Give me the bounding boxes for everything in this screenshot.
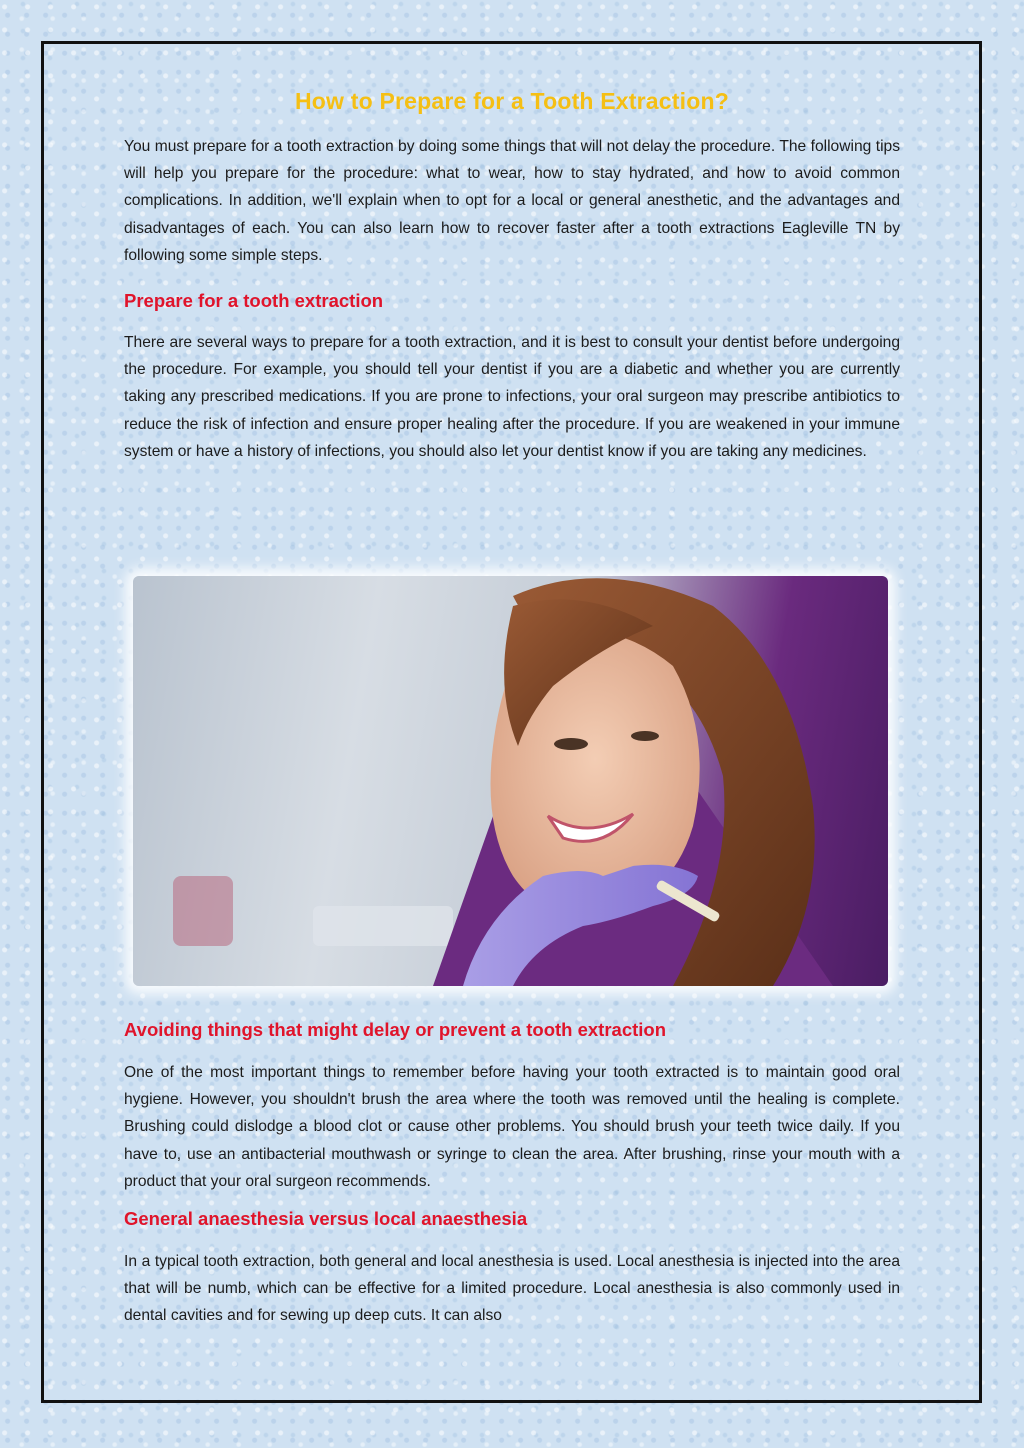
article-title: How to Prepare for a Tooth Extraction? [295,88,729,114]
article-continued [124,1019,900,1330]
section-body-prepare: There are several ways to prepare for a tooth extraction, and it is best to consult your dentist before undergoing the procedure. For example, you should tell your dentist if you are a diabetic and whether you are currently taking any prescribed medications. If you are prone to infections, your oral surgeon may prescribe antibiotics to reduce the risk of infection and ensure proper healing after the procedure. If you are weakened in your immune system or have a history of infections, you should also let your dentist know if you are taking any medicines. [124,334,900,460]
section-heading-prepare: Prepare for a tooth extraction [124,290,384,312]
intro-paragraph: You must prepare for a tooth extraction by doing some things that will not delay the procedure. The following tips will help you prepare for the procedure: what to wear, how to stay hydrated, and how to avoid common complications. In addition, we'll explain when to opt for a local or general anesthetic, and the advantages and disadvantages of each. You can also learn how to recover faster after a tooth extractions Eagleville TN by following some simple steps. [124,138,900,264]
article [124,88,900,465]
dental-patient-photo [133,576,888,986]
section-body-anaesthesia: In a typical tooth extraction, both general and local anesthesia is used. Local anesthesia is injected into the area that will be numb, which can be effective for a limited procedure. Local anesthesia is also commonly used in dental cavities and for sewing up deep cuts. It can also [124,1253,900,1325]
section-heading-anaesthesia: General anaesthesia versus local anaesthesia [124,1208,528,1230]
section-body-avoiding: One of the most important things to remember before having your tooth extracted is to maintain good oral hygiene. However, you shouldn't brush the area where the tooth was removed until the healing is complete. Brushing could dislodge a blood clot or cause other problems. You should brush your teeth twice daily. If you have to, use an antibacterial mouthwash or syringe to clean the area. After brushing, rinse your mouth with a product that your oral surgeon recommends. [124,1064,900,1190]
patient-illustration [133,576,888,986]
section-heading-avoiding: Avoiding things that might delay or prevent a tooth extraction [124,1019,667,1040]
